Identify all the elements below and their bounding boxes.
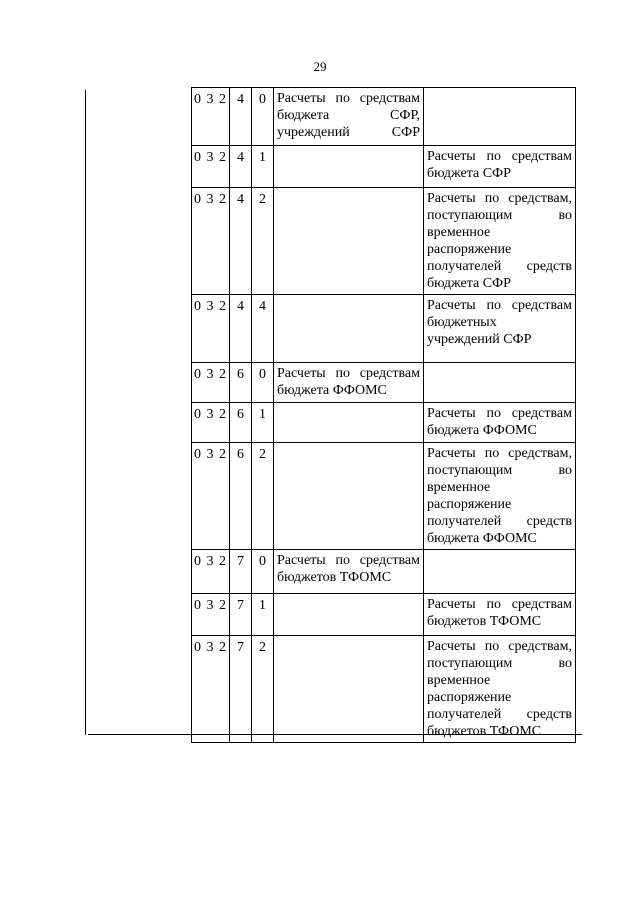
table-row — [192, 636, 576, 743]
code-cell: 0 3 2 — [192, 403, 230, 443]
group-name-cell — [274, 594, 424, 636]
item-name-cell: Расчеты по средствам, поступающим во временное распоряжение получателей средств бюджетов ТФОМС — [424, 636, 576, 743]
code-cell: 0 3 2 — [192, 443, 230, 550]
digit-cell: 4 — [230, 295, 252, 363]
table-row — [192, 88, 576, 146]
digit-cell: 2 — [252, 636, 274, 743]
item-name-cell: Расчеты по средствам, поступающим во временное распоряжение получателей средств бюджета СФР — [424, 188, 576, 295]
digit-cell: 4 — [230, 188, 252, 295]
item-name-cell: Расчеты по средствам, поступающим во временное распоряжение получателей средств бюджета ФФОМС — [424, 443, 576, 550]
group-name-cell — [274, 443, 424, 550]
digit-cell: 6 — [230, 363, 252, 403]
code-cell: 0 3 2 — [192, 295, 230, 363]
item-name-cell: Расчеты по средствам бюджетных учреждений СФР — [424, 295, 576, 363]
code-cell: 0 3 2 — [192, 594, 230, 636]
digit-cell: 6 — [230, 403, 252, 443]
digit-cell: 1 — [252, 403, 274, 443]
code-cell: 0 3 2 — [192, 188, 230, 295]
page-number: 29 — [313, 59, 327, 74]
table-row — [192, 594, 576, 636]
table-row — [192, 188, 576, 295]
code-cell: 0 3 2 — [192, 636, 230, 743]
digit-cell: 4 — [230, 146, 252, 188]
digit-cell: 0 — [252, 550, 274, 594]
code-cell: 0 3 2 — [192, 146, 230, 188]
table-row — [192, 363, 576, 403]
group-name-cell — [274, 146, 424, 188]
group-name-cell — [274, 403, 424, 443]
accounts-table — [191, 87, 576, 743]
left-margin-line — [85, 90, 86, 735]
group-name-cell — [274, 295, 424, 363]
digit-cell: 0 — [252, 88, 274, 146]
code-cell: 0 3 2 — [192, 550, 230, 594]
digit-cell: 7 — [230, 594, 252, 636]
digit-cell: 2 — [252, 188, 274, 295]
group-name-cell: Расчеты по средствам бюджета ФФОМС — [274, 363, 424, 403]
table-row — [192, 403, 576, 443]
digit-cell: 2 — [252, 443, 274, 550]
digit-cell: 4 — [230, 88, 252, 146]
digit-cell: 0 — [252, 363, 274, 403]
group-name-cell: Расчеты по средствам бюджета СФР, учреждений СФР — [274, 88, 424, 146]
item-name-cell: Расчеты по средствам бюджетов ТФОМС — [424, 594, 576, 636]
table-row — [192, 550, 576, 594]
code-cell: 0 3 2 — [192, 88, 230, 146]
table-row — [192, 295, 576, 363]
code-cell: 0 3 2 — [192, 363, 230, 403]
item-name-cell — [424, 550, 576, 594]
group-name-cell — [274, 188, 424, 295]
digit-cell: 4 — [252, 295, 274, 363]
item-name-cell — [424, 88, 576, 146]
item-name-cell: Расчеты по средствам бюджета СФР — [424, 146, 576, 188]
digit-cell: 1 — [252, 146, 274, 188]
group-name-cell: Расчеты по средствам бюджетов ТФОМС — [274, 550, 424, 594]
table-row — [192, 146, 576, 188]
digit-cell: 7 — [230, 550, 252, 594]
digit-cell: 1 — [252, 594, 274, 636]
digit-cell: 7 — [230, 636, 252, 743]
group-name-cell — [274, 636, 424, 743]
item-name-cell — [424, 363, 576, 403]
table-row — [192, 443, 576, 550]
item-name-cell: Расчеты по средствам бюджета ФФОМС — [424, 403, 576, 443]
digit-cell: 6 — [230, 443, 252, 550]
